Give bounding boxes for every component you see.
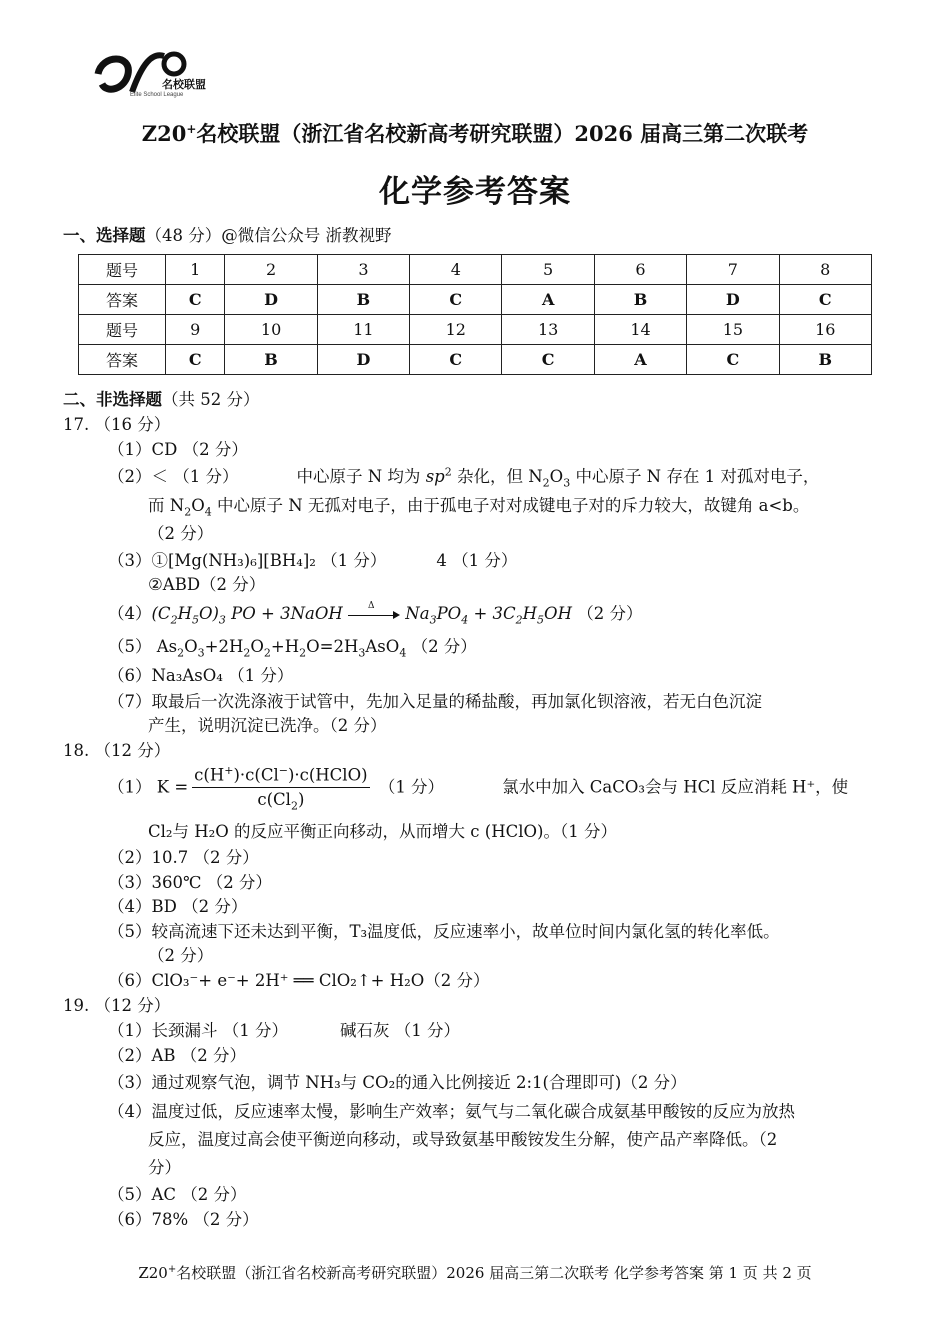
q18-part5-line2: （2 分） [148, 946, 214, 965]
equation-q17-4: $(C_2H_5O)_3$ PO + 3NaOH [151, 604, 349, 627]
q17-part6: （6）Na₃AsO₄ （1 分） [108, 666, 294, 685]
q19-part5: （5）AC （2 分） [108, 1185, 247, 1204]
document-subtitle: 化学参考答案 [379, 174, 571, 210]
q17-part4: $(4)(C_2H_5O)_3$ PO + 3NaOH Δ $Na_3PO_4 + 3C_2H_5OH$ （2 分） [108, 600, 643, 627]
q17-part3-line1: （3）①[Mg(NH₃)₆][BH₄]₂ （1 分） 4 （1 分） [108, 551, 518, 570]
q17-part7-line2: 产生，说明沉淀已洗净。（2 分） [148, 716, 387, 735]
table-row: 题号 9 10 11 12 13 14 15 16 [79, 315, 872, 345]
q18-part5-line1: （5）较高流速下还未达到平衡，T₃温度低，反应速率小，故单位时间内氯化氢的转化率低。 [108, 922, 780, 941]
q19-part6: （6）78% （2 分） [108, 1210, 259, 1229]
q18-part6: （6）ClO₃⁻+ e⁻+ 2H⁺ ══ ClO₂↑+ H₂O（2 分） [108, 971, 490, 990]
q19-part1: （1）长颈漏斗 （1 分） 碱石灰 （1 分） [108, 1021, 460, 1040]
table-row: 答案 C D B C A B D C [79, 285, 872, 315]
q17-part5: （5） $As_2O_3+2H_2O_2+H_2O=2H_3AsO_4$ （2 分） [108, 637, 477, 660]
page-footer: Z20+名校联盟（浙江省名校新高考研究联盟）2026 届高三第二次联考 化学参考答案 第 1 页 共 2 页 [138, 1264, 812, 1282]
q18-part2: （2）10.7 （2 分） [108, 848, 259, 867]
q19-heading: 19. （12 分） [63, 996, 171, 1015]
q19-part2: （2）AB （2 分） [108, 1046, 247, 1065]
heating-arrow-icon: Δ [348, 610, 400, 620]
q17-part2-points: （2 分） [148, 524, 214, 543]
q18-heading: 18. （12 分） [63, 741, 171, 760]
q18-part4: （4）BD （2 分） [108, 897, 248, 916]
table-row: 题号 1 2 3 4 5 6 7 8 [79, 255, 872, 285]
q19-part3: （3）通过观察气泡，调节 NH₃与 CO₂的通入比例接近 2:1(合理即可)（2 分） [108, 1073, 687, 1092]
q17-part7-line1: （7）取最后一次洗涤液于试管中，先加入足量的稀盐酸，再加氯化钡溶液，若无白色沉淀 [108, 692, 762, 711]
logo-name: 名校联盟 [162, 78, 206, 91]
q17-part1: （1）CD （2 分） [108, 440, 248, 459]
q17-heading: 17. （16 分） [63, 415, 171, 434]
equilibrium-constant-fraction: $\frac{c(H^+)\cdot c(Cl^-)\cdot c(HClO)}{c(Cl_2)}$ [194, 764, 368, 812]
table-row: 答案 C B D C C A C B [79, 345, 872, 375]
q19-part4-line3: 分） [148, 1158, 181, 1177]
page-title: Z20+名校联盟（浙江省名校新高考研究联盟）2026 届高三第二次联考 [141, 121, 809, 146]
q17-part3-line2: ②ABD（2 分） [148, 575, 266, 594]
q19-part4-line2: 反应，温度过高会使平衡逆向移动，或导致氨基甲酸铵发生分解，使产品产率降低。（2 [148, 1130, 778, 1149]
q18-part1-line1: （1） K = $\frac{c(H^+)\cdot c(Cl^-)\cdot c(HClO)}{c(Cl_2)}$ （1 分） 氯水中加入 CaCO₃会与 HCl 反应消耗 H⁺，使 [108, 764, 849, 812]
section-choice-heading: 一、选择题（48 分）@微信公众号 浙教视野 [63, 226, 392, 245]
answer-table [78, 254, 872, 375]
q17-part2-line2: 而 $N_2O_4$ 中心原子 N 无孤对电子，由于孤电子对对成键电子对的斥力较大，故键角 a<b。 [148, 496, 810, 519]
section-nonchoice-heading: 二、非选择题（共 52 分） [63, 390, 260, 409]
logo-subtitle: Elite School League [130, 92, 184, 98]
q18-part1-line2: Cl₂与 H₂O 的反应平衡正向移动，从而增大 c (HClO)。（1 分） [148, 822, 617, 841]
q19-part4-line1: （4）温度过低，反应速率太慢，影响生产效率；氨气与二氧化碳合成氨基甲酸铵的反应为放热 [108, 1102, 795, 1121]
q17-part2-line1: （2）＜ （1 分） 中心原子 N 均为 $sp^2$ 杂化，但 $N_2O_3$ 中心原子 N 存在 1 对孤对电子， [108, 465, 820, 490]
q18-part3: （3）360℃ （2 分） [108, 873, 272, 892]
